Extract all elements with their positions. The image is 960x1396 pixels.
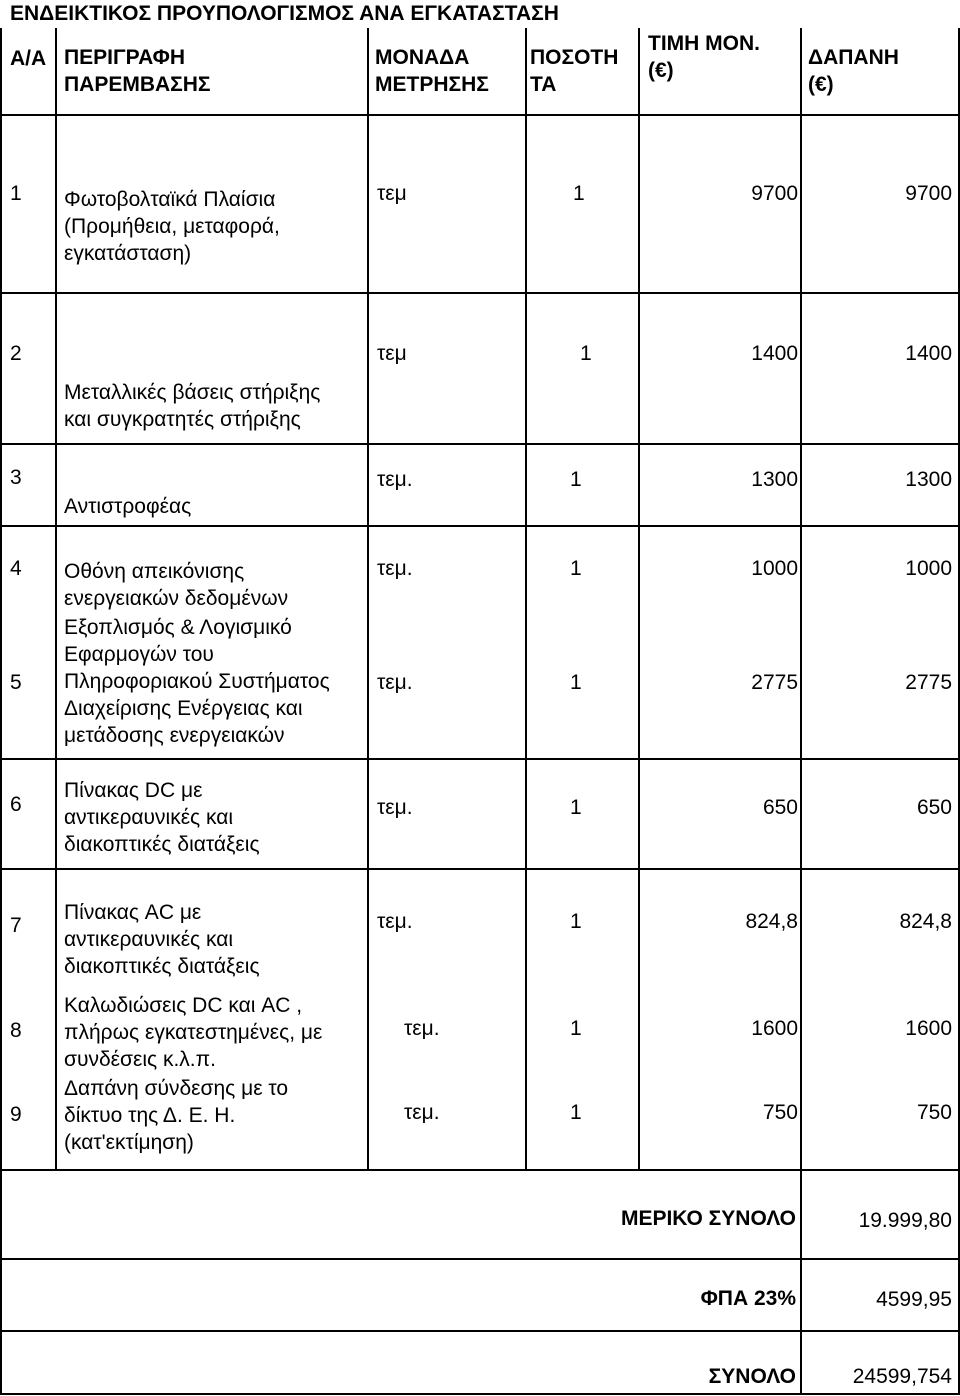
row-9-unit: τεμ. (404, 1101, 440, 1124)
column-divider-1 (55, 28, 57, 1170)
row-3-cost: 1300 (905, 468, 952, 491)
subtotal-label: ΜΕΡΙΚΟ ΣΥΝΟΛΟ (620, 1207, 796, 1230)
table-border-left (0, 28, 2, 1395)
totals-bottom-rule (0, 1393, 960, 1395)
row-rule (0, 525, 960, 527)
row-4-aa: 4 (10, 557, 22, 580)
row-8-unit: τεμ. (404, 1017, 440, 1040)
row-rule (0, 758, 960, 760)
row-4-cost: 1000 (905, 557, 952, 580)
row-7-unit: τεμ. (377, 910, 413, 933)
header-unit-price: ΤΙΜΗ ΜΟΝ. (€) (648, 32, 760, 82)
row-1-unit-price: 9700 (751, 182, 798, 205)
table-bottom-rule (0, 1169, 960, 1171)
row-4-unit: τεμ. (377, 557, 413, 580)
total-label: ΣΥΝΟΛΟ (708, 1365, 796, 1388)
row-2-description: Μεταλλικές βάσεις στήριξης και συγκρατητές στήριξης (64, 381, 321, 431)
column-divider-3 (525, 28, 527, 1170)
header-unit: ΜΟΝΑΔΑ ΜΕΤΡΗΣΗΣ (375, 46, 489, 96)
row-6-description: Πίνακας DC με αντικεραυνικές και διακοπτικές διατάξεις (64, 779, 260, 856)
row-4-description: Οθόνη απεικόνισης ενεργειακών δεδομένων (64, 560, 289, 610)
totals-rule (0, 1258, 960, 1260)
row-1-quantity: 1 (573, 182, 585, 205)
row-8-unit-price: 1600 (751, 1017, 798, 1040)
row-9-aa: 9 (10, 1103, 22, 1126)
row-8-aa: 8 (10, 1019, 22, 1042)
row-6-unit: τεμ. (377, 796, 413, 819)
row-3-unit: τεμ. (377, 468, 413, 491)
row-5-description: Εξοπλισμός & Λογισμικό Εφαρμογών του Πληροφοριακού Συστήματος Διαχείρισης Ενέργειας και μετάδοσης ενεργειακών (64, 616, 330, 747)
row-8-description: Καλωδιώσεις DC και AC , πλήρως εγκατεστημένες, με συνδέσεις κ.λ.π. (64, 994, 323, 1071)
row-6-aa: 6 (10, 793, 22, 816)
header-aa: Α/Α (10, 47, 47, 70)
vat-value: 4599,95 (876, 1288, 952, 1311)
row-6-quantity: 1 (570, 796, 582, 819)
row-7-aa: 7 (10, 914, 22, 937)
row-7-cost: 824,8 (899, 910, 952, 933)
row-4-unit-price: 1000 (751, 557, 798, 580)
row-9-description: Δαπάνη σύνδεσης με το δίκτυο της Δ. Ε. Η. (κατ'εκτίμηση) (64, 1077, 289, 1154)
row-2-unit-price: 1400 (751, 342, 798, 365)
row-7-quantity: 1 (570, 910, 582, 933)
row-5-unit-price: 2775 (751, 671, 798, 694)
row-6-unit-price: 650 (762, 796, 798, 819)
totals-rule (0, 1330, 960, 1332)
column-divider-5 (800, 28, 802, 1395)
subtotal-value: 19.999,80 (858, 1209, 952, 1232)
row-5-quantity: 1 (570, 671, 582, 694)
row-3-description: Αντιστροφέας (64, 495, 192, 518)
header-description: ΠΕΡΙΓΡΑΦΗ ΠΑΡΕΜΒΑΣΗΣ (64, 46, 211, 96)
row-9-quantity: 1 (570, 1101, 582, 1124)
row-9-unit-price: 750 (762, 1101, 798, 1124)
header-rule (0, 114, 960, 116)
column-divider-2 (367, 28, 369, 1170)
header-quantity: ΠΟΣΟΤΗ ΤΑ (530, 46, 619, 96)
row-9-cost: 750 (916, 1101, 952, 1124)
row-1-description: Φωτοβολταϊκά Πλαίσια (Προμήθεια, μεταφορά, εγκατάσταση) (64, 188, 280, 265)
row-2-aa: 2 (10, 342, 22, 365)
row-2-quantity: 1 (580, 342, 592, 365)
row-7-description: Πίνακας AC με αντικεραυνικές και διακοπτικές διατάξεις (64, 901, 260, 978)
row-3-aa: 3 (10, 466, 22, 489)
row-5-aa: 5 (10, 671, 22, 694)
row-2-cost: 1400 (905, 342, 952, 365)
row-1-aa: 1 (10, 182, 22, 205)
row-3-quantity: 1 (570, 468, 582, 491)
row-rule (0, 292, 960, 294)
document-title: ΕΝΔΕΙΚΤΙΚΟΣ ΠΡΟΥΠΟΛΟΓΙΣΜΟΣ ΑΝΑ ΕΓΚΑΤΑΣΤΑΣΗ (10, 2, 559, 25)
header-cost: ΔΑΠΑΝΗ (€) (808, 46, 899, 96)
row-1-unit: τεμ (377, 182, 407, 205)
row-rule (0, 868, 960, 870)
row-1-cost: 9700 (905, 182, 952, 205)
row-8-cost: 1600 (905, 1017, 952, 1040)
row-2-unit: τεμ (377, 342, 407, 365)
row-7-unit-price: 824,8 (745, 910, 798, 933)
total-value: 24599,754 (852, 1365, 952, 1388)
vat-label: ΦΠΑ 23% (700, 1287, 796, 1310)
row-3-unit-price: 1300 (751, 468, 798, 491)
row-6-cost: 650 (916, 796, 952, 819)
row-4-quantity: 1 (570, 557, 582, 580)
row-8-quantity: 1 (570, 1017, 582, 1040)
row-rule (0, 443, 960, 445)
row-5-unit: τεμ. (377, 671, 413, 694)
row-5-cost: 2775 (905, 671, 952, 694)
